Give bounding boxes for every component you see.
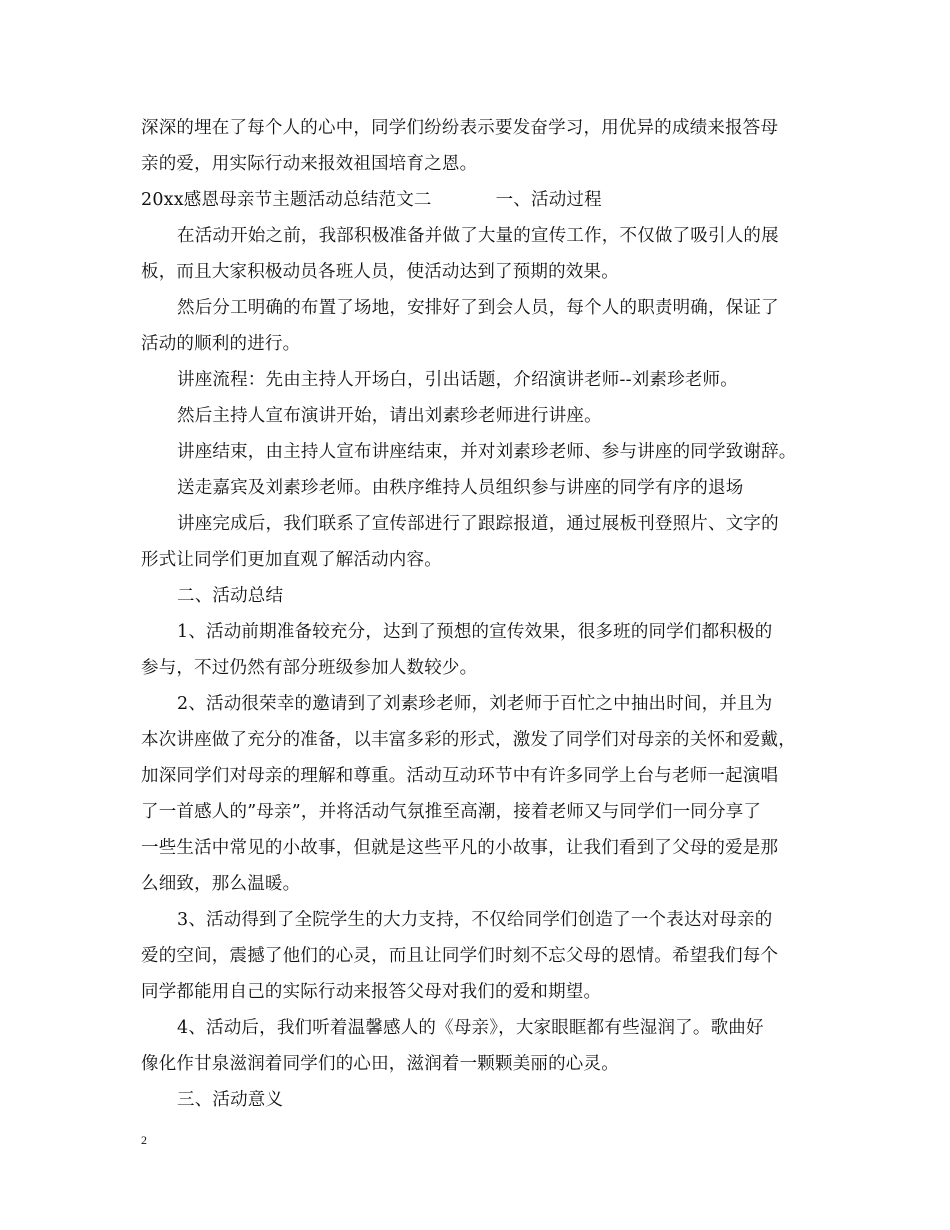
text-line: 加深同学们对母亲的理解和尊重。活动互动环节中有许多同学上台与老师一起演唱	[141, 766, 779, 786]
text-line: 一些生活中常见的小故事，但就是这些平凡的小故事，让我们看到了父母的爱是那	[141, 838, 779, 858]
text-line: 4、活动后，我们听着温馨感人的《母亲》，大家眼眶都有些湿润了。歌曲好	[177, 1018, 764, 1038]
text-line: 么细致，那么温暖。	[141, 874, 301, 894]
text-line: 然后主持人宣布演讲开始，请出刘素珍老师进行讲座。	[177, 406, 602, 426]
subheading: 一、活动过程	[495, 190, 602, 210]
text-line: 然后分工明确的布置了场地，安排好了到会人员，每个人的职责明确，保证了	[177, 298, 779, 318]
text-line: 3、活动得到了全院学生的大力支持，不仅给同学们创造了一个表达对母亲的	[177, 910, 773, 930]
text-line: 本次讲座做了充分的准备，以丰富多彩的形式，激发了同学们对母亲的关怀和爱戴，	[141, 730, 796, 750]
text-line: 送走嘉宾及刘素珍老师。由秩序维持人员组织参与讲座的同学有序的退场	[177, 478, 744, 498]
text-line: 活动的顺利的进行。	[141, 334, 301, 354]
text-line: 了一首感人的”母亲”，并将活动气氛推至高潮，接着老师又与同学们一同分享了	[141, 802, 762, 822]
article-title: 20xx感恩母亲节主题活动总结范文二	[141, 190, 432, 210]
text-line: 在活动开始之前，我部积极准备并做了大量的宣传工作，不仅做了吸引人的展	[177, 226, 779, 246]
text-line: 同学都能用自己的实际行动来报答父母对我们的爱和期望。	[141, 982, 602, 1002]
text-line: 参与，不过仍然有部分班级参加人数较少。	[141, 658, 478, 678]
text-line: 爱的空间，震撼了他们的心灵，而且让同学们时刻不忘父母的恩情。希望我们每个	[141, 946, 779, 966]
text-line: 讲座流程：先由主持人开场白，引出话题，介绍演讲老师--刘素珍老师。	[177, 370, 738, 390]
text-line: 像化作甘泉滋润着同学们的心田，滋润着一颗颗美丽的心灵。	[141, 1054, 619, 1074]
text-line: 2、活动很荣幸的邀请到了刘素珍老师，刘老师于百忙之中抽出时间，并且为	[177, 694, 773, 714]
text-line: 亲的爱，用实际行动来报效祖国培育之恩。	[141, 154, 478, 174]
text-line: 形式让同学们更加直观了解活动内容。	[141, 550, 442, 570]
text-line: 讲座结束，由主持人宣布讲座结束，并对刘素珍老师、参与讲座的同学致谢辞。	[177, 442, 797, 462]
text-line: 1、活动前期准备较充分，达到了预想的宣传效果，很多班的同学们都积极的	[177, 622, 773, 642]
subheading: 三、活动意义	[177, 1090, 284, 1110]
text-line: 讲座完成后，我们联系了宣传部进行了跟踪报道，通过展板刊登照片、文字的	[177, 514, 779, 534]
section-heading	[141, 185, 602, 215]
page-number: 2	[141, 1133, 147, 1147]
text-line: 深深的埋在了每个人的心中，同学们纷纷表示要发奋学习，用优异的成绩来报答母	[141, 118, 779, 138]
subheading: 二、活动总结	[177, 586, 284, 606]
text-line: 板，而且大家积极动员各班人员，使活动达到了预期的效果。	[141, 262, 619, 282]
